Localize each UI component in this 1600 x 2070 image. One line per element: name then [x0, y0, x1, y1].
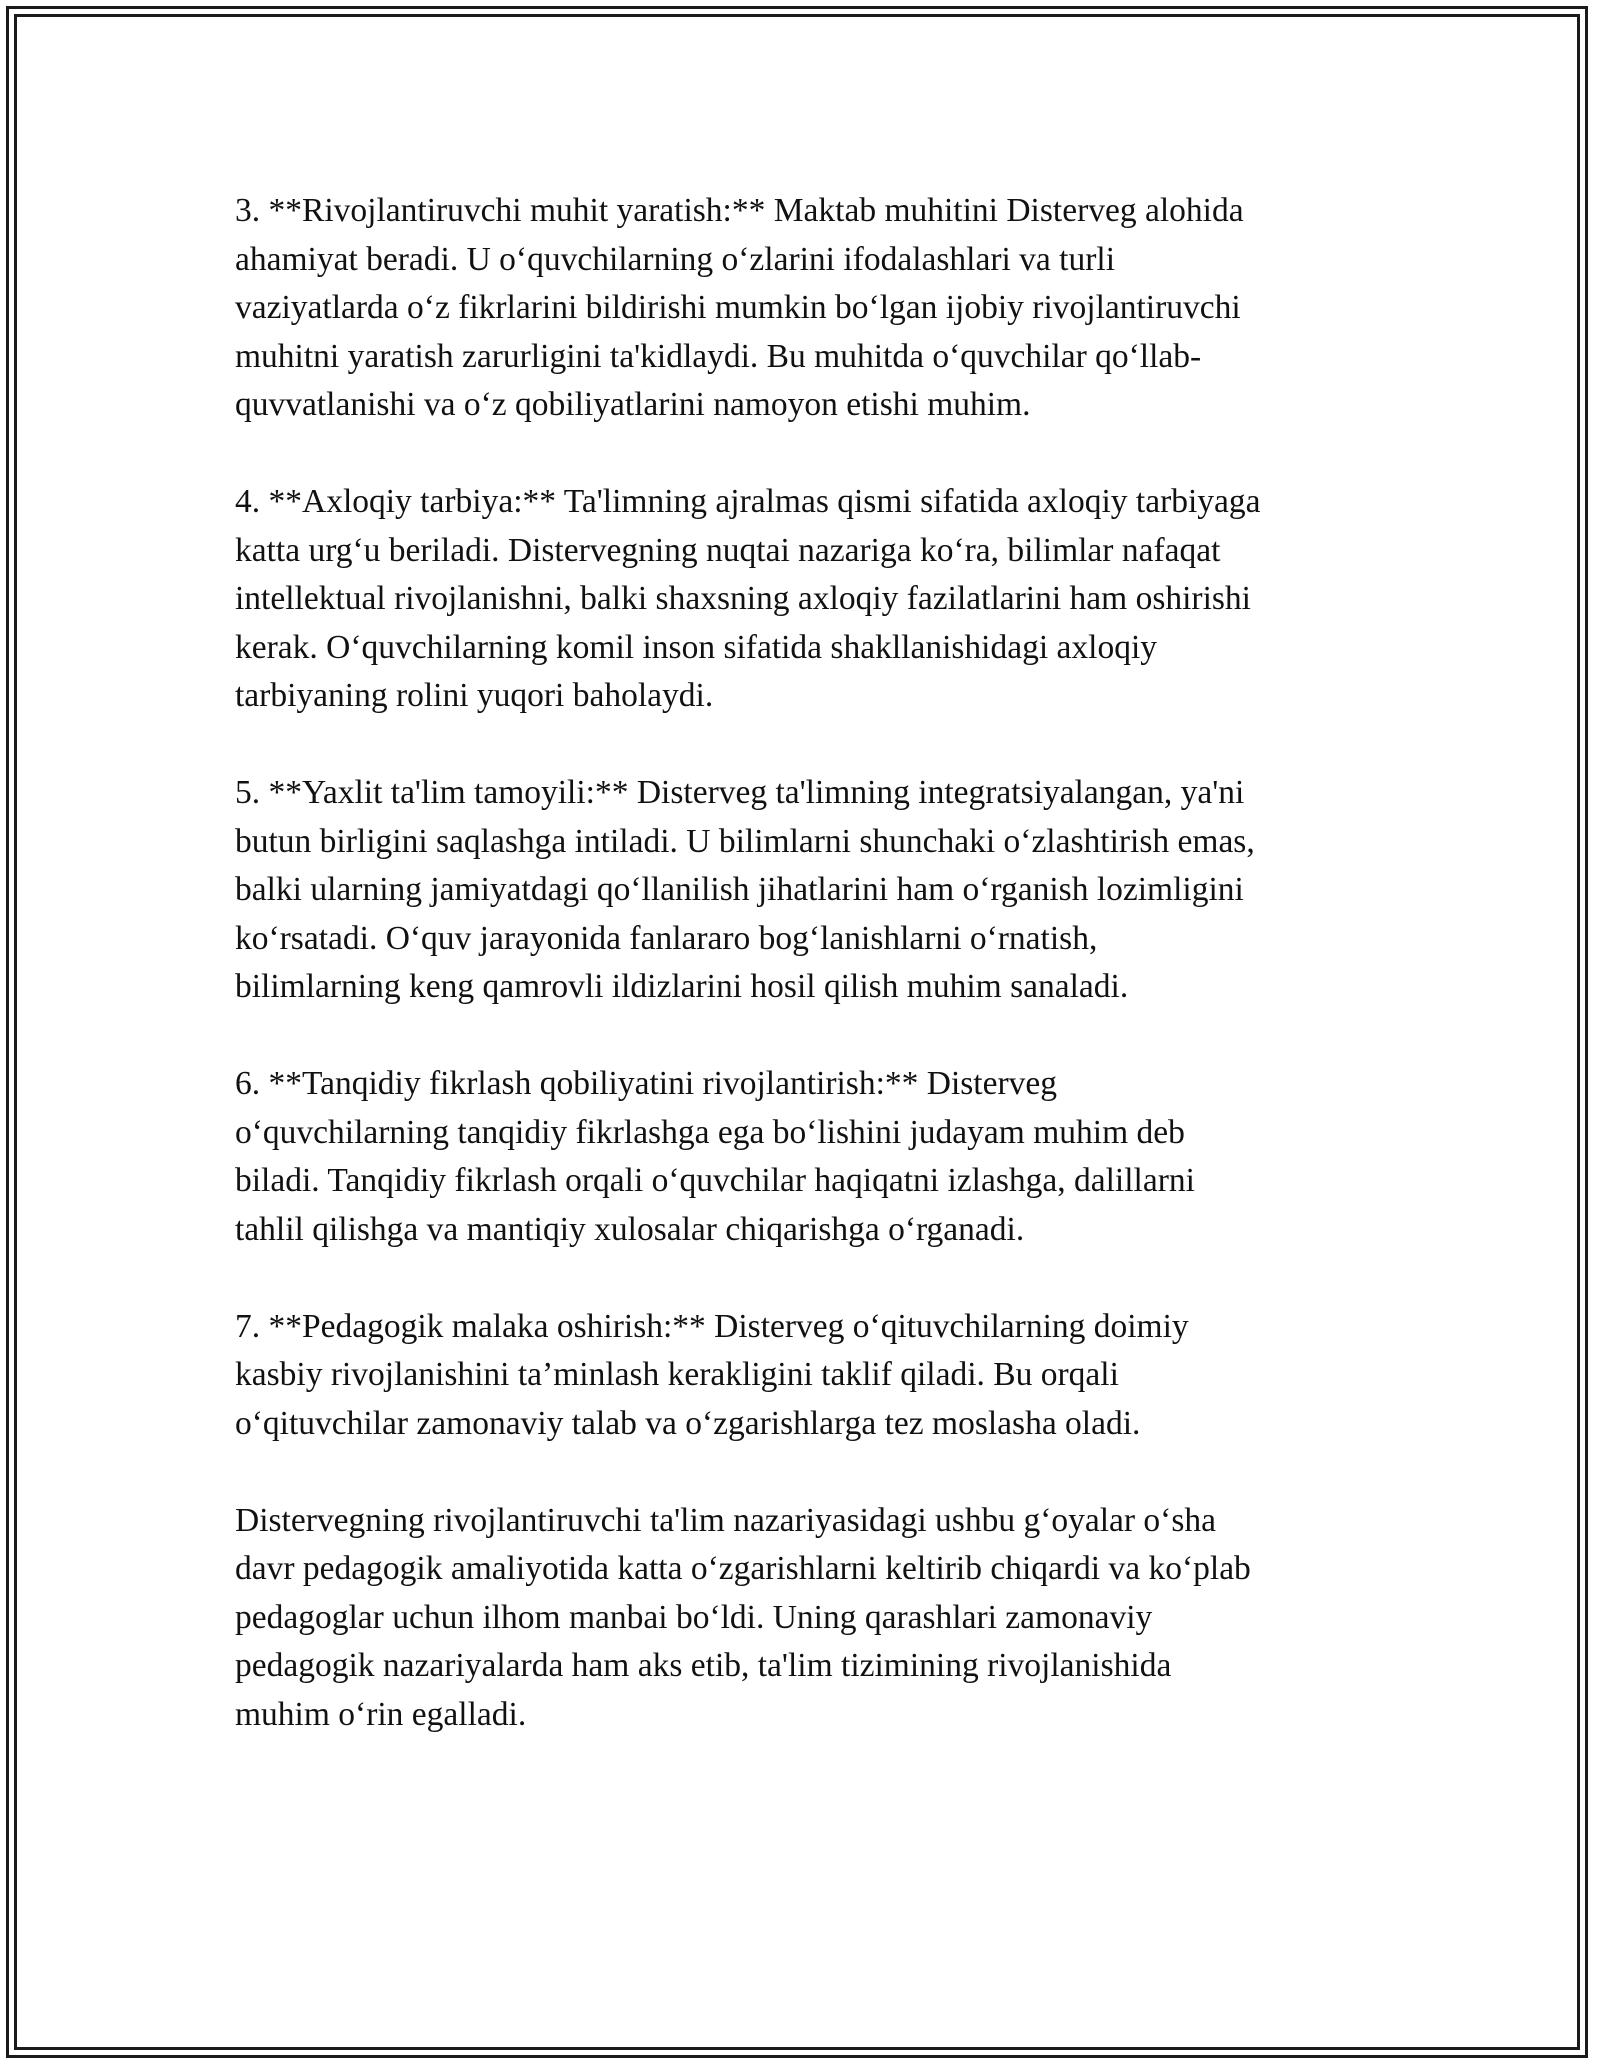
paragraph-conclusion: Distervegning rivojlantiruvchi ta'lim nazariyasidagi ushbu g‘oyalar o‘sha davr pedagogik amaliyotida katta o‘zgarishlarni keltirib chiqardi va ko‘plab pedagoglar uchun ilhom manbai bo‘ldi. Uning qarashlari zamonaviy pedagogik nazariyalarda ham aks etib, ta'lim tizimining rivojlanishida muhim o‘rin egalladi.	[235, 1501, 1251, 1733]
paragraph-rivojlantiruvchi-muhit: 3. **Rivojlantiruvchi muhit yaratish:** Maktab muhitini Disterveg alohida ahamiyat beradi. U o‘quvchilarning o‘zlarini ifodalashlari va turli vaziyatlarda o‘z fikrlarini bildirishi mumkin bo‘lgan ijobiy rivojlantiruvchi muhitni yaratish zarurligini ta'kidlaydi. Bu muhitda o‘quvchilar qo‘llab- quvvatlanishi va o‘z qobiliyatlarini namoyon etishi muhim.	[235, 192, 1244, 423]
document-body	[235, 187, 1375, 1739]
paragraph-axloqiy-tarbiya: 4. **Axloqiy tarbiya:** Ta'limning ajralmas qismi sifatida axloqiy tarbiyaga katta urg‘u beriladi. Distervegning nuqtai nazariga ko‘ra, bilimlar nafaqat intellektual rivojlanishni, balki shaxsning axloqiy fazilatlarini ham oshirishi kerak. O‘quvchilarning komil inson sifatida shakllanishidagi axloqiy tarbiyaning rolini yuqori baholaydi.	[235, 483, 1261, 714]
paragraph-tanqidiy-fikrlash: 6. **Tanqidiy fikrlash qobiliyatini rivojlantirish:** Disterveg o‘quvchilarning tanqidiy fikrlashga ega bo‘lishini judayam muhim deb biladi. Tanqidiy fikrlash orqali o‘quvchilar haqiqatni izlashga, dalillarni tahlil qilishga va mantiqiy xulosalar chiqarishga o‘rganadi.	[235, 1065, 1195, 1248]
paragraph-yaxlit-talim: 5. **Yaxlit ta'lim tamoyili:** Disterveg ta'limning integratsiyalangan, ya'ni butun birligini saqlashga intiladi. U bilimlarni shunchaki o‘zlashtirish emas, balki ularning jamiyatdagi qo‘llanilish jihatlarini ham o‘rganish lozimligini ko‘rsatadi. O‘quv jarayonida fanlararo bog‘lanishlarni o‘rnatish, bilimlarning keng qamrovli ildizlarini hosil qilish muhim sanaladi.	[235, 774, 1255, 1005]
paragraph-pedagogik-malaka: 7. **Pedagogik malaka oshirish:** Disterveg o‘qituvchilarning doimiy kasbiy rivojlanishini ta’minlash kerakligini taklif qiladi. Bu orqali o‘qituvchilar zamonaviy talab va o‘zgarishlarga tez moslasha oladi.	[235, 1307, 1189, 1442]
